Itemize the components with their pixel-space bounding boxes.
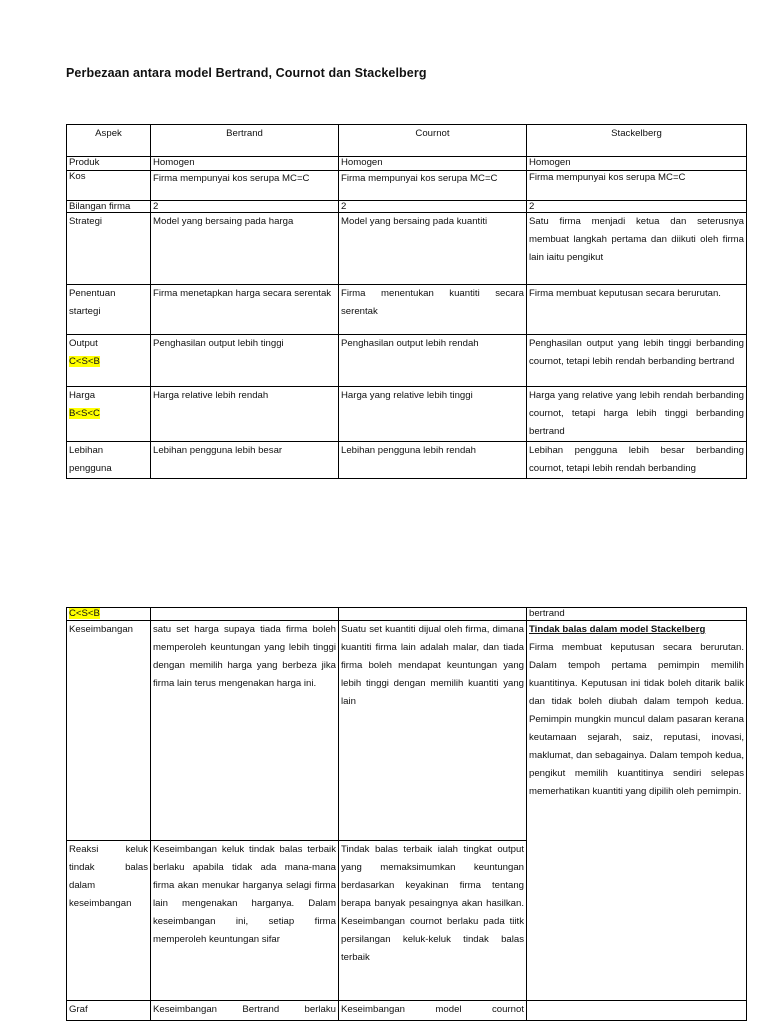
cell-bertrand: Keseimbangan Bertrand berlaku (151, 1001, 339, 1021)
cell-stackelberg (527, 621, 747, 1001)
row-label: Strategi (67, 213, 151, 285)
row-label (67, 608, 151, 621)
output-note-highlight: C<S<B (69, 356, 100, 367)
cell-cournot: Suatu set kuantiti dijual oleh firma, dimana kuantiti firma lain adalah malar, dan tiada firma boleh mendapat keuntungan yang lebih tinggi dengan memilih kuantiti yang lain (339, 621, 527, 841)
table-row (67, 285, 747, 335)
cell-bertrand (151, 608, 339, 621)
stackelberg-heading: Tindak balas dalam model Stackelberg (529, 624, 706, 635)
cell-cournot: Firma mempunyai kos serupa MC=C (339, 171, 527, 201)
table-row (67, 387, 747, 442)
cell-stackelberg (527, 1001, 747, 1021)
table-header-row (67, 125, 747, 157)
cell-cournot: Lebihan pengguna lebih rendah (339, 442, 527, 479)
cell-stackelberg: Firma membuat keputusan secara berurutan. (527, 285, 747, 335)
header-cournot: Cournot (339, 125, 527, 157)
row-label: Bilangan firma (67, 201, 151, 213)
table-row (67, 1001, 747, 1021)
cell-bertrand: satu set harga supaya tiada firma boleh memperoleh keuntungan yang lebih tinggi dengan memilih harga yang berbeza jika firma lain terus mengenakan harga ini. (151, 621, 339, 841)
cell-bertrand: Model yang bersaing pada harga (151, 213, 339, 285)
page-title: Perbezaan antara model Bertrand, Cournot dan Stackelberg (66, 66, 427, 80)
harga-note-highlight: B<S<C (69, 408, 100, 419)
table-row (67, 157, 747, 171)
row-label: Penentuan startegi (67, 285, 151, 335)
cell-bertrand: Lebihan pengguna lebih besar (151, 442, 339, 479)
cell-bertrand: Firma menetapkan harga secara serentak (151, 285, 339, 335)
row-label: Lebihan pengguna (67, 442, 151, 479)
row-label (67, 387, 151, 442)
cell-bertrand: Firma mempunyai kos serupa MC=C (151, 171, 339, 201)
table-row (67, 608, 747, 621)
cell-stackelberg: Harga yang relative yang lebih rendah berbanding cournot, tetapi harga lebih tinggi berbanding bertrand (527, 387, 747, 442)
header-stackelberg: Stackelberg (527, 125, 747, 157)
cell-bertrand: Homogen (151, 157, 339, 171)
cell-cournot: Keseimbangan model cournot (339, 1001, 527, 1021)
header-bertrand: Bertrand (151, 125, 339, 157)
cell-cournot (339, 608, 527, 621)
table-row (67, 171, 747, 201)
row-label: Kos (67, 171, 151, 201)
cell-stackelberg: Satu firma menjadi ketua dan seterusnya membuat langkah pertama dan diikuti oleh firma lain iaitu pengikut (527, 213, 747, 285)
cell-bertrand: 2 (151, 201, 339, 213)
table-row (67, 621, 747, 841)
cell-bertrand: Keseimbangan keluk tindak balas terbaik berlaku apabila tidak ada mana-mana firma akan menukar harganya selagi firma lain mengenakan harganya. Dalam keseimbangan ini, setiap firma memperoleh keuntungan sifar (151, 841, 339, 1001)
row-label (67, 335, 151, 387)
output-label: Output (69, 338, 98, 349)
cell-cournot: Homogen (339, 157, 527, 171)
continued-note-highlight: C<S<B (69, 608, 100, 619)
table-row (67, 201, 747, 213)
table-row (67, 335, 747, 387)
cell-stackelberg: bertrand (527, 608, 747, 621)
cell-cournot: 2 (339, 201, 527, 213)
comparison-table-continued (66, 607, 747, 1021)
cell-cournot: Tindak balas terbaik ialah tingkat output yang memaksimumkan keuntungan berdasarkan keyakinan firma tentang berapa banyak pesaingnya akan hasilkan. Keseimbangan cournot berlaku pada tiitk persilangan keluk-keluk tindak balas terbaik (339, 841, 527, 1001)
cell-cournot: Harga yang relative lebih tinggi (339, 387, 527, 442)
row-label: Produk (67, 157, 151, 171)
table-row (67, 442, 747, 479)
cell-stackelberg: 2 (527, 201, 747, 213)
row-label: Graf (67, 1001, 151, 1021)
cell-cournot: Firma menentukan kuantiti secara serentak (339, 285, 527, 335)
harga-label: Harga (69, 390, 96, 401)
cell-stackelberg: Homogen (527, 157, 747, 171)
comparison-table (66, 124, 747, 479)
table-row (67, 213, 747, 285)
cell-bertrand: Penghasilan output lebih tinggi (151, 335, 339, 387)
cell-stackelberg: Lebihan pengguna lebih besar berbanding cournot, tetapi lebih rendah berbanding (527, 442, 747, 479)
row-label: Reaksi keluk tindak balas dalam keseimbangan (67, 841, 151, 1001)
cell-stackelberg: Firma mempunyai kos serupa MC=C (527, 171, 747, 201)
cell-cournot: Model yang bersaing pada kuantiti (339, 213, 527, 285)
cell-bertrand: Harga relative lebih rendah (151, 387, 339, 442)
cell-cournot: Penghasilan output lebih rendah (339, 335, 527, 387)
cell-stackelberg: Penghasilan output yang lebih tinggi berbanding cournot, tetapi lebih rendah berbanding bertrand (527, 335, 747, 387)
row-label: Keseimbangan (67, 621, 151, 841)
stackelberg-text: Firma membuat keputusan secara berurutan. Dalam tempoh pertama pemimpin memilih kuantitinya. Keputusan ini tidak boleh ditarik balik dan tidak boleh diubah dalam tempoh kedua. Pemimpin mungkin muncul dalam pasaran kerana keutamaan sejarah, saiz, reputasi, inovasi, maklumat, dan sebagainya. Dalam tempoh kedua, pengikut memilih kuantitinya sendiri selepas memerhatikan kuantiti yang dipilih oleh pemimpin. (529, 642, 744, 797)
header-aspek: Aspek (67, 125, 151, 157)
